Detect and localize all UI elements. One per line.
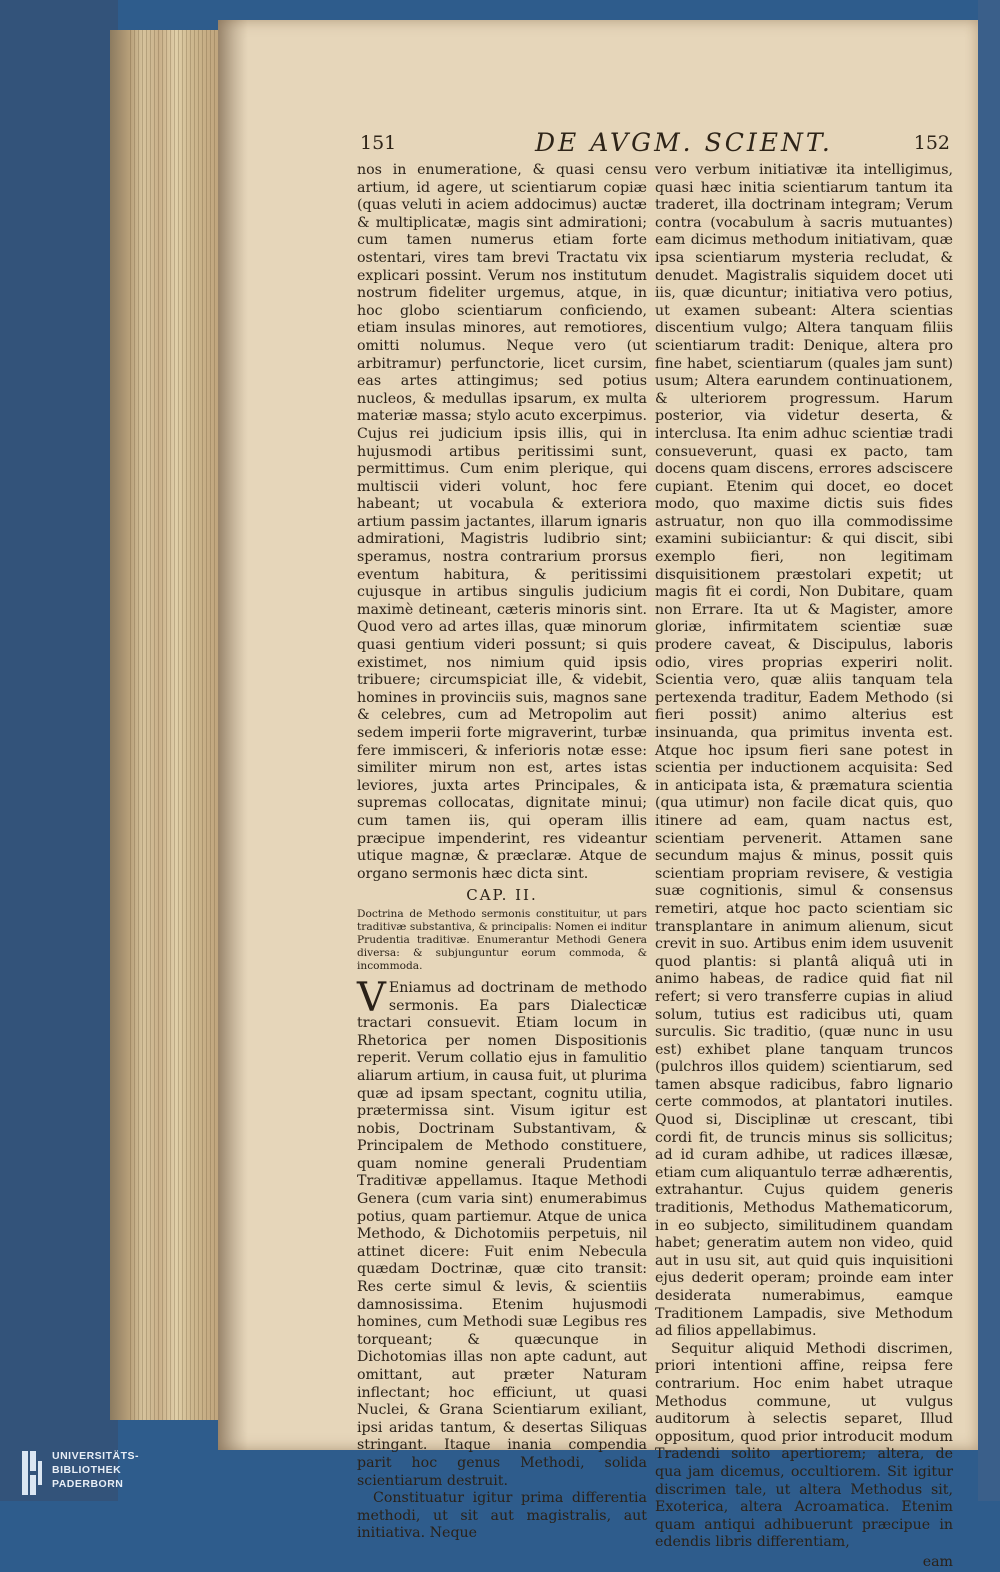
paragraph: Constituatur igitur prima differentia methodi, ut sit aut magistralis, aut initiativa. Neque [357, 1490, 647, 1542]
paragraph-text: Eniamus ad doctrinam de methodo sermonis. Ea pars Dialecticæ tractari consuevit. Etiam locum in Rhetorica per nomen Dispositionis reperit. Verum collatio ejus in famulitio aliarum artium, in causa fuit, ut plurima quæ ad ipsam spectant, cognitu utilia, prætermissa sint. Visum igitur est nobis, Doctrinam Substantivam, & Principalem de Methodo constituere, quam nomine generali Prudentiam Traditivæ appellamus. Itaque Methodi Genera (cum varia sint) enumerabimus potius, quam partiemur. Atque de unica Methodo, & Dichotomiis perpetuis, nil attinet dicere: Fuit enim Nebecula quædam Doctrinæ, quæ cito transit: Res certe simul & levis, & scientiis damnosissima. Etenim hujusmodi homines, cum Methodi suæ Legibus res torqueant; & quæcunque in Dichotomias illas non apte cadunt, aut omittant, aut præter Naturam inflectant; hoc efficiunt, ut quasi Nuclei, & Grana Scientiarum exiliant, ipsi aridas tantum, & desertas Siliquas stringant. Itaque inania compendia parit hoc genus Methodi, solida scientiarum destruit. [357, 979, 647, 1489]
paragraph: Sequitur aliquid Methodi discrimen, priori intentioni affine, reipsa fere contrarium. Hoc enim habet utraque Methodus commune, ut vulgus auditorum à selectis separet, Illud oppositum, quod prior introducit modum Tradendi solito apertiorem; altera, de qua jam dicemus, occultiorem. Sit igitur discrimen tale, ut altera Methodus sit, Exoterica, altera Acroamatica. Etenim quam antiqui adhibuerunt præcipue in edendis libris differentiam, [655, 1340, 953, 1551]
right-column [655, 162, 953, 1572]
gutter-shadow [218, 20, 248, 1450]
running-title: DE AVGM. SCIENT. [535, 128, 833, 157]
book-page-edges [110, 30, 220, 1420]
library-logo-icon [22, 1451, 42, 1495]
paragraph: nos in enumeratione, & quasi censu artium, id agere, ut scientiarum copiæ (quas veluti in aciem addocimus) auctæ & multiplicatæ, magis sint admirationi; cum tamen numerus etiam forte ostentari, vires tam brevi Tractatu vix explicari possint. Verum nos institutum nostrum fideliter urgemus, atque, in hoc globo scientiarum conficiendo, etiam insulas minores, aut remotiores, omitti nolumus. Neque vero (ut arbitramur) perfunctorie, licet cursim, eas artes attingimus; sed potius nucleos, & medullas ipsarum, ex multa materiæ massa; stylo acuto excerpimus. Cujus rei judicium ipsis illis, qui in hujusmodi artibus peritissimi sunt, permittimus. Cum enim plerique, qui multiscii videri volunt, hoc fere habeant; ut vocabula & exteriora artium passim jactantes, illarum ignaris admirationi, Magistris ludibrio sint; speramus, nostra contrarium prorsus eventum habitura, & peritissimi cujusque in artibus singulis judicium maximè detineant, cæteris minoris sint. Quod vero ad artes illas, quæ minorum quasi gentium videri possunt; si quis existimet, nos nimium quid ipsis tribuere; circumspiciat ille, & videbit, homines in provinciis suis, magnos sane & celebres, cum ad Metropolim aut sedem imperii forte migraverint, turbæ fere immisceri, & inferioris notæ esse: similiter mirum non est, artes istas leviores, juxta artes Principales, & supremas collocatas, dignitate minui; cum tamen iis, qui operam illis præcipue impenderint, res videantur utique magnæ, & præclaræ. Atque de organo sermonis hæc dicta sint. [357, 162, 647, 882]
chapter-summary: Doctrina de Methodo sermonis constituitur, ut pars traditivæ substantiva, & principalis: Nomen ei inditur Prudentia traditivæ. Enumerantur Methodi Genera diversa: & subjunguntur eorum commoda, & incommoda. [357, 907, 647, 972]
left-column [357, 162, 647, 1543]
scan-background-right [978, 0, 1000, 1501]
page-number-left: 151 [360, 132, 397, 154]
catchword: eam [922, 1553, 953, 1570]
chapter-heading: CAP. II. [466, 886, 538, 905]
paragraph-with-initial [357, 974, 647, 1490]
logo-line: UNIVERSITÄTS- [52, 1450, 140, 1462]
scan-background-left [0, 0, 118, 1501]
logo-line: PADERBORN [52, 1478, 124, 1490]
library-logo [22, 1449, 162, 1497]
logo-line: BIBLIOTHEK [52, 1464, 122, 1476]
running-header [355, 128, 950, 162]
paragraph: vero verbum initiativæ ita intelligimus, quasi hæc initia scientiarum tantum ita traderet, illa doctrinam integram; Verum contra (vocabulum à sacris mutuantes) eam dicimus methodum initiativam, quæ ipsa scientiarum mysteria recludat, & denudet. Magistralis siquidem docet uti iis, quæ dicuntur; initiativa vero potius, ut examen subeant: Altera scientias discentium vulgo; Altera tanquam filiis scientiarum tradit: Denique, altera pro fine habet, scientiarum (quales jam sunt) usum; Altera earundem continuationem, & ulteriorem progressum. Harum posterior, via videtur deserta, & interclusa. Ita enim adhuc scientiæ tradi consueverunt, quasi ex pacto, tam docens quam discens, errores adsciscere cupiant. Etenim qui docet, eo docet modo, quo maxime dictis suis fides astruatur, non quo illa commodissime examini subiiciantur: & qui discit, sibi exemplo fieri, non legitimam disquisitionem præstolari expetit; ut magis fit ei cordi, Non Dubitare, quam non Errare. Ita ut & Magister, amore gloriæ, infirmitatem scientiæ suæ prodere caveat, & Discipulus, laboris odio, vires proprias experiri nolit. Scientia vero, quæ aliis tanquam tela pertexenda traditur, Eadem Methodo (si fieri possit) animo alterius est insinuanda, qua primitus inventa est. Atque hoc ipsum fieri sane potest in scientia per inductionem acquisita: Sed in anticipata ista, & præmatura scientia (qua utimur) non facile dicat quis, quo itinere ad eam, quam nactus est, scientiam pervenerit. Attamen sane secundum majus & minus, possit quis scientiam propriam revisere, & vestigia suæ cognitionis, simul & consensus remetiri, atque hoc pacto scientiam sic transplantare in animum alienum, sicut crevit in suo. Artibus enim idem usuvenit quod plantis: si plantâ aliquâ uti in animo habeas, de radice quid fiat nil refert; si vero transferre cupias in aliud solum, tutius est radicibus uti, quam surculis. Sic traditio, (quæ nunc in usu est) exhibet plane tanquam truncos (pulchros illos quidem) scientiarum, sed tamen absque radicibus, fabro lignario certe commodos, at plantatori inutiles. Quod si, Disciplinæ ut crescant, tibi cordi fit, de truncis minus sis sollicitus; ad id curam adhibe, ut radices illæsæ, etiam cum aliquantulo terræ adhærentis, extrahantur. Cujus quidem generis traditionis, Methodus Mathematicorum, in eo subjecto, similitudinem quandam habet; generatim autem non video, quid aut in usu sit, aut quid quis inquisitioni ejus dederit operam; proinde eam inter desiderata numerabimus, eamque Traditionem Lampadis, sive Methodum ad filios appellabimus. [655, 162, 953, 1340]
drop-cap: V [357, 974, 386, 1021]
page-number-right: 152 [913, 132, 950, 154]
